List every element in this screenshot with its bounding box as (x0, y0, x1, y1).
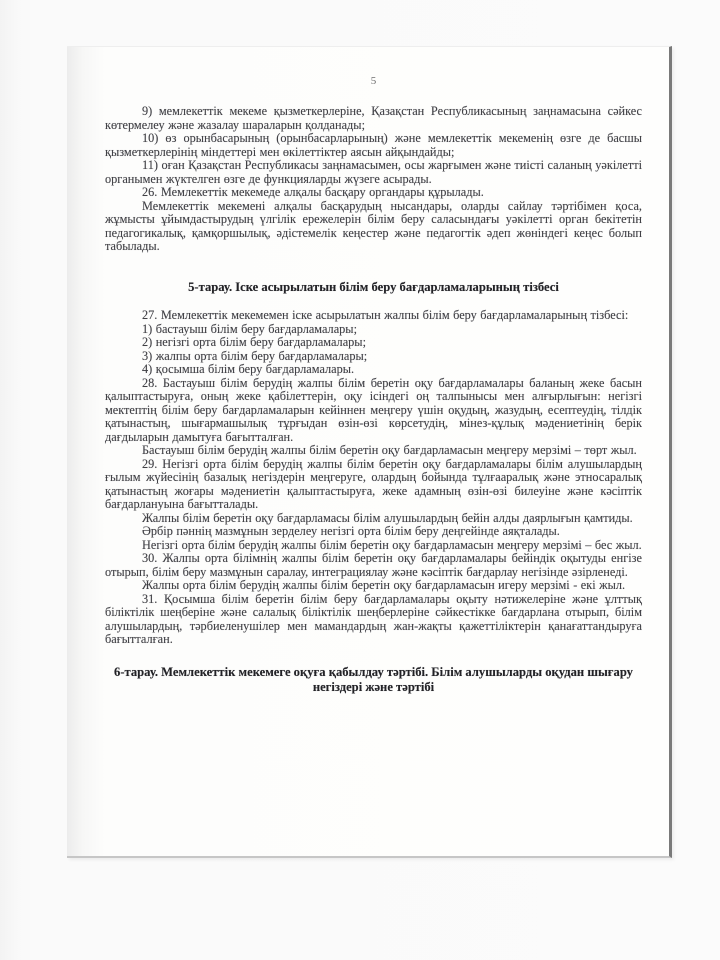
paragraph: 1) бастауыш білім беру бағдарламалары; (142, 321, 357, 336)
paragraph: 2) негізгі орта білім беру бағдарламалары; (142, 335, 366, 349)
paragraph: Мемлекеттік мекемені алқалы басқарудың нысандары, оларды сайлау тәртібімен қоса, жұмысты ұйымдастырудың үлгілік ережелерін білім беру саласындағы уәкілетті орган бекітетін педагогикалық, қамқоршылық, әдістемелік кеңестер және педагогтік әдеп жөніндегі кеңес болып табылады. (105, 198, 642, 253)
chapter-heading: 6-тарау. Мемлекеттік мекемеге оқуға қабылдау тәртібі. Білім алушыларды оқудан шығару негіздері және тәртібі (114, 664, 633, 694)
paragraph: 3) жалпы орта білім беру бағдарламалары; (142, 348, 368, 363)
paragraph: Әрбір пәннің мазмұнын зерделеу негізгі орта білім беру деңгейінде аяқталады. (142, 524, 560, 538)
document-page (67, 46, 672, 858)
paragraph: 26. Мемлекеттік мекемеде алқалы басқару органдары құрылады. (142, 185, 484, 199)
paragraph: 11) оған Қазақстан Республикасы заңнамасымен, осы жарғымен және тиісті саланың уәкілетті органымен жүктелген өзге де функцияларды жүзеге асырады. (105, 158, 642, 186)
paragraph: Жалпы білім беретін оқу бағдарламасы білім алушылардың бейін алды даярлығын қамтиды. (142, 510, 633, 525)
paragraph: 4) қосымша білім беру бағдарламалары. (142, 362, 355, 376)
document-body (105, 105, 642, 696)
paragraph: Жалпы орта білім берудің жалпы білім беретін оқу бағдарламасын игеру мерзімі - екі жыл. (142, 578, 626, 592)
chapter-heading: 5-тарау. Іске асырылатын білім беру бағдарламаларының тізбесі (188, 279, 559, 294)
paragraph: 10) өз орынбасарының (орынбасарларының) және мемлекеттік мекеменің өзге де басшы қызметкерлерінің міндеттері мен өкілеттіктер аясын айқындайды; (105, 131, 642, 159)
paragraph: 27. Мемлекеттік мекемемен іске асырылатын жалпы білім беру бағдарламаларының тізбесі: (142, 308, 629, 322)
paragraph: 30. Жалпы орта білімнің жалпы білім беретін оқу бағдарламалары бейіндік оқытуды енгізе отырып, білім беру мазмұнын саралау, интеграциялау және кәсіптік бағдарлау негізінде әзірленеді. (105, 551, 642, 579)
paragraph: 28. Бастауыш білім берудің жалпы білім беретін оқу бағдарламалары баланың жеке басын қалыптастыруға, оның жеке қабілеттерін, оқу ісіндегі оң талпынысы мен алғырлығын: негізгі мектептің білім беру бағдарламаларын кейіннен меңгеру үшін оқудың, жазудың, есептеудің, тілдік қатынастың, шығармашылық тұрғыдан өзін-өзі көрсетудің, мінез-құлық мәдениетінің берік дағдыларын дамытуға бағытталған. (105, 375, 642, 444)
paragraph: Негізгі орта білім берудің жалпы білім беретін оқу бағдарламасын меңгеру мерзімі – бес жыл. (142, 537, 642, 552)
paragraph: Бастауыш білім берудің жалпы білім беретін оқу бағдарламасын меңгеру мерзімі – төрт жыл. (142, 443, 637, 457)
paragraph: 29. Негізгі орта білім берудің жалпы білім беретін оқу бағдарламалары білім алушылардың ғылым жүйесінің базалық негіздерін меңгеруге, олардың бойында тұлғааралық және этносаралық қатынастың жоғары мәдениетін қалыптастыруға, жеке адамның өзін-өзі билеуіне және кәсіптік бағдарлануына бағытталады. (105, 456, 642, 511)
paragraph: 31. Қосымша білім беретін білім беру бағдарламалары оқыту нәтижелеріне және ұлттық біліктілік шеңберіне және салалық біліктілік шеңберлеріне сәйкестікке бағдарлана отырып, білім алушылардың, тәрбиеленушілер мен мамандардың жан-жақты қажеттіліктерін қанағаттандыруға бағытталған. (105, 591, 642, 646)
page-inner (67, 47, 669, 696)
paragraph: 9) мемлекеттік мекеме қызметкерлеріне, Қазақстан Республикасының заңнамасына сәйкес көтермелеу және жазалау шараларын қолданады; (105, 104, 642, 132)
page-number: 5 (370, 75, 377, 87)
